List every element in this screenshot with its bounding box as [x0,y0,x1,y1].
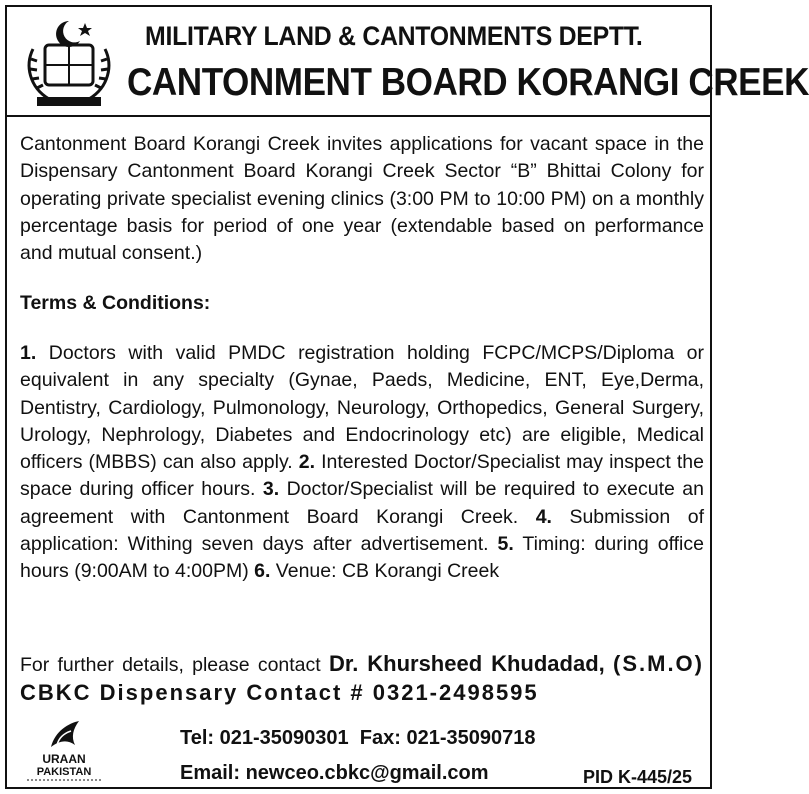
term-number: 3. [262,478,280,501]
term-text: Doctor/Specialist will be required to execute an agreement with Cantonment Board Korangi Creek. [20,478,704,528]
header [7,7,809,117]
uraan-pakistan-logo [21,717,107,785]
contact-paragraph [20,650,704,709]
term-number: 5. [497,533,514,556]
term-number: 2. [298,451,316,474]
logo-text-pakistan: PAKISTAN [36,766,92,778]
intro-paragraph: Cantonment Board Korangi Creek invites applications for vacant space in the Dispensary Cantonment Board Korangi Creek Sector “B” Bhittai Colony for operating private specialist evening clinics (3:00 PM to 10:00 PM) on a monthly percentage basis for period of one year (extendable based on performance and mutual consent.) [20,133,704,265]
contact-lead: For further details, please contact [20,654,321,676]
pid-number: PID K-445/25 [582,767,692,787]
telephone: Tel: 021-35090301 [180,727,349,749]
advertisement-frame [5,5,809,789]
board-title: CANTONMENT BOARD KORANGI CREEK [127,61,809,104]
department-title: MILITARY LAND & CANTONMENTS DEPTT. [145,21,643,51]
term-number: 1. [20,342,37,364]
terms-paragraph [20,340,704,586]
term-text: Timing: during office hours (9:00AM to 4:00PM) [20,533,704,583]
contact-designation: (S.M.O) CBKC Dispensary Contact # 0321-2498595 [20,651,704,706]
term-text: Submission of application: Withing seven days after advertisement. [20,505,704,556]
term-number: 4. [535,505,552,528]
term-number: 6. [254,560,271,583]
contact-name: Dr. Khursheed Khudadad, [328,651,605,676]
phone-fax-line [180,727,535,750]
term-text: Interested Doctor/Specialist may inspect the space during officer hours. [20,451,704,501]
government-emblem-icon [23,15,115,111]
email-line: Email: newceo.cbkc@gmail.com [180,762,489,784]
logo-text-uraan: URAAN [42,752,86,766]
term-text: Doctors with valid PMDC registration holding FCPC/MCPS/Diploma or equivalent in any specialty (Gynae, Paeds, Medicine, ENT, Eye,Derma, Dentistry, Cardiology, Pulmonology, Neurology, Orthopedics, General Surgery, Urology, Nephrology, Diabetes and Endocrinology etc) are eligible, Medical officers (MBBS) can also apply. [20,342,704,474]
terms-heading: Terms & Conditions: [20,292,211,314]
fax: Fax: 021-35090718 [359,727,536,749]
term-text: Venue: CB Korangi Creek [275,560,500,583]
